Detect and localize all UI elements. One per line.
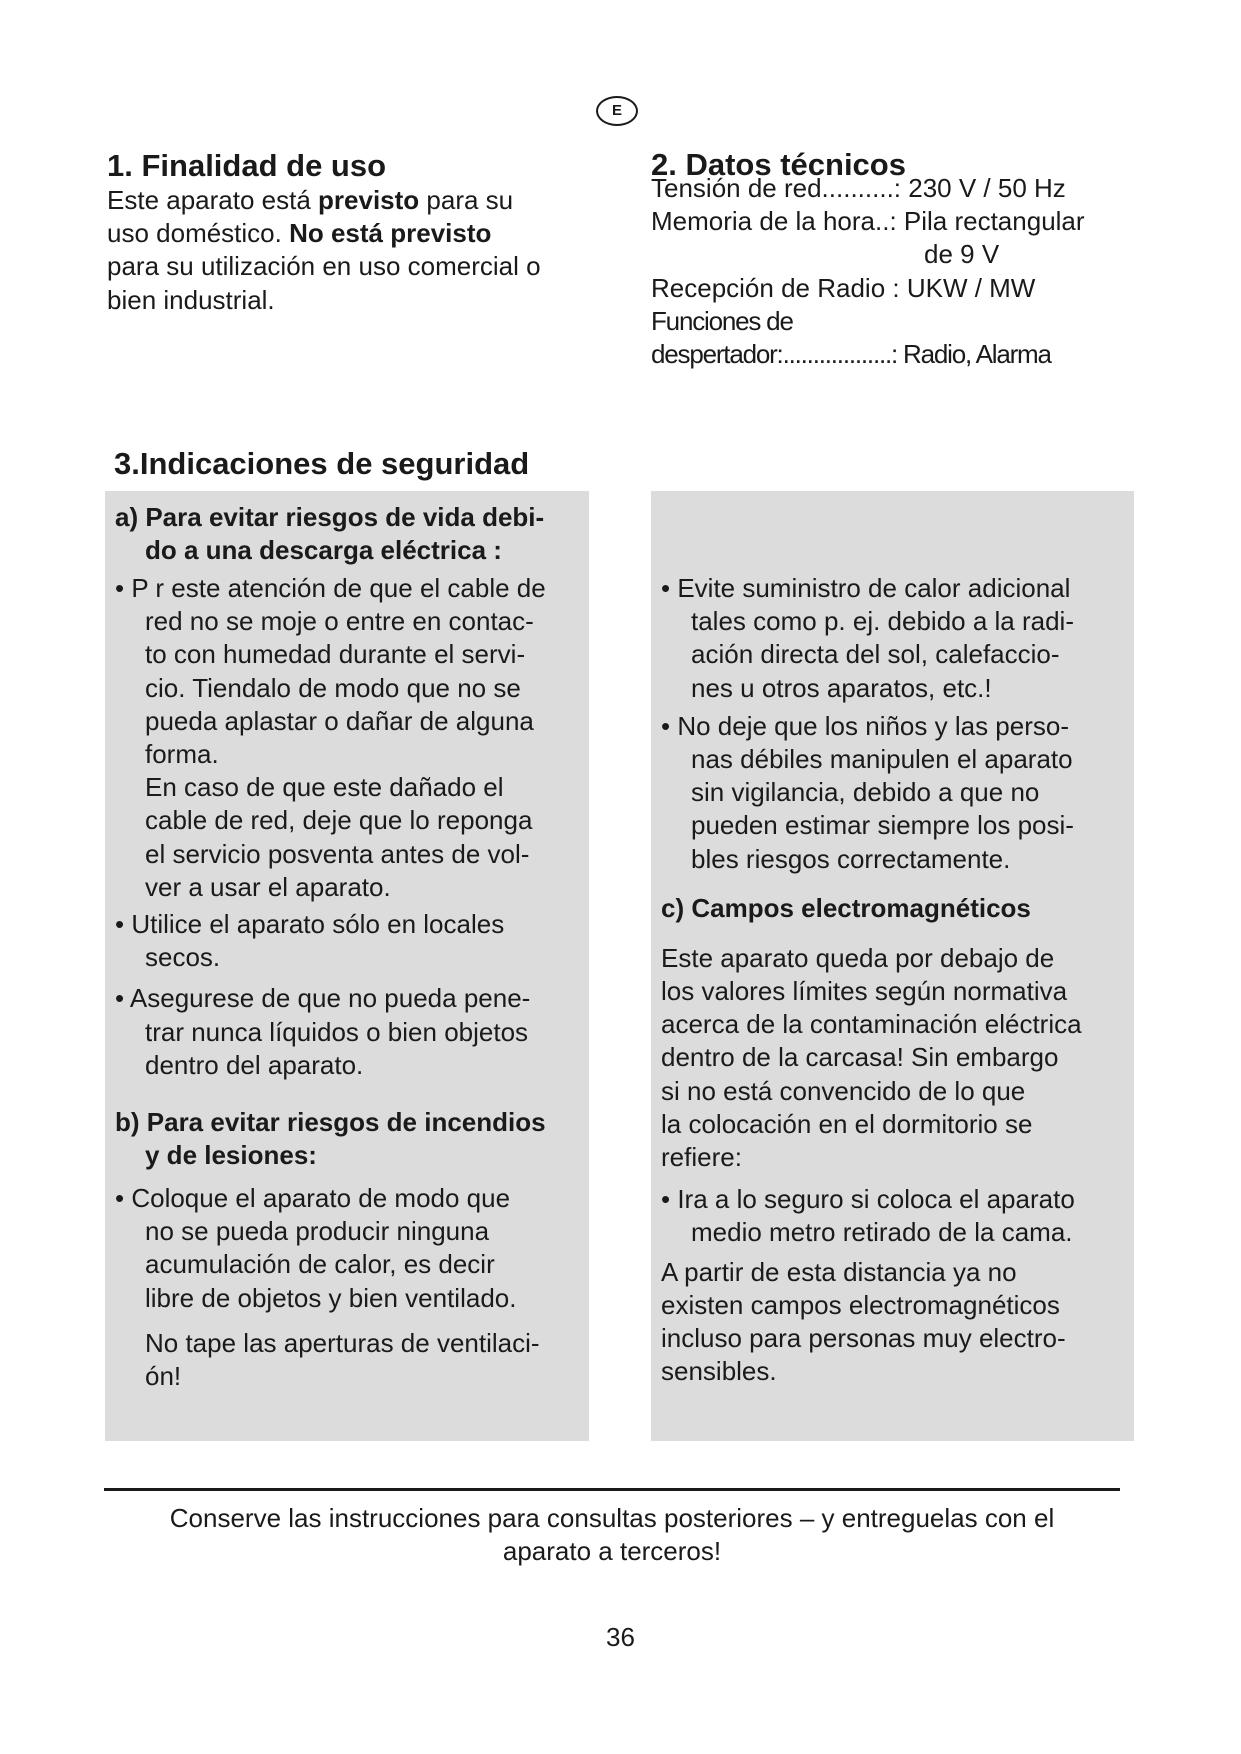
page-number: 36 bbox=[606, 1622, 635, 1652]
para-line: sensibles. bbox=[661, 1356, 777, 1387]
bullet-line: el servicio posventa antes de vol- bbox=[145, 838, 530, 869]
bullet-line: to con humedad durante el servi- bbox=[145, 639, 526, 670]
tech-row-radio: Recepción de Radio : UKW / MW bbox=[651, 272, 1036, 303]
bullet-line: En caso de que este dañado el bbox=[145, 772, 504, 803]
note-line: No tape las aperturas de ventilaci- bbox=[145, 1327, 540, 1358]
bullet-line: nes u otros aparatos, etc.! bbox=[691, 672, 992, 703]
section-tech-data bbox=[651, 148, 1121, 371]
paragraph-emf bbox=[661, 942, 1131, 1174]
footer-line: Conserve las instrucciones para consultas posteriores – y entreguelas con el bbox=[169, 1503, 1055, 1533]
bullet-line: pueda aplastar o dañar de alguna bbox=[145, 705, 534, 736]
tech-row-memory-cont: de 9 V bbox=[924, 239, 1000, 270]
bullet-line: pueden estimar siempre los posi- bbox=[691, 810, 1074, 841]
paragraph-emf-conclusion bbox=[661, 1256, 1131, 1389]
bullet-line: sin vigilancia, debido a que no bbox=[691, 777, 1040, 808]
tech-row-memory: Memoria de la hora..: Pila rectangular bbox=[651, 206, 1085, 237]
para-line: Este aparato queda por debajo de bbox=[661, 942, 1055, 973]
purpose-text-4: bien industrial. bbox=[107, 284, 275, 315]
section-tech-data-title: 2. Datos técnicos bbox=[651, 147, 906, 182]
para-line: si no está convencido de lo que bbox=[661, 1075, 1026, 1106]
bullet-line: • No deje que los niños y las perso- bbox=[661, 710, 1069, 741]
bullet-line: ación directa del sol, calefaccio- bbox=[691, 639, 1060, 670]
purpose-text-1c: para su bbox=[419, 185, 514, 215]
bullet-line: cio. Tiendalo de modo que no se bbox=[145, 672, 521, 703]
heading-fire-injury bbox=[115, 1106, 635, 1172]
purpose-text-2b: No está previsto bbox=[289, 218, 492, 249]
bullet-line: acumulación de calor, es decir bbox=[145, 1249, 495, 1280]
bullet-liquids bbox=[115, 982, 635, 1082]
heading-electric-shock bbox=[115, 501, 635, 567]
bullet-line: secos. bbox=[145, 942, 221, 973]
section-purpose-text bbox=[107, 184, 627, 317]
bullet-line: • Coloque el aparato de modo que bbox=[115, 1183, 511, 1214]
heading-b-line: b) Para evitar riesgos de incendios bbox=[115, 1107, 546, 1138]
bullet-line: trar nunca líquidos o bien objetos bbox=[145, 1016, 529, 1047]
safety-right-content bbox=[661, 572, 1131, 1388]
bullet-line: libre de objetos y bien ventilado. bbox=[145, 1282, 517, 1313]
para-line: A partir de esta distancia ya no bbox=[661, 1256, 1017, 1287]
bullet-cable bbox=[115, 572, 635, 904]
section-safety-title bbox=[114, 446, 529, 482]
footer-note bbox=[104, 1502, 1120, 1568]
footer-line: aparato a terceros! bbox=[502, 1536, 722, 1566]
bullet-heat-sources bbox=[661, 572, 1131, 705]
para-line: los valores límites según normativa bbox=[661, 976, 1068, 1007]
heading-a-line: a) Para evitar riesgos de vida debi- bbox=[115, 502, 545, 532]
section-purpose bbox=[107, 148, 627, 317]
bullet-dry-rooms bbox=[115, 908, 635, 974]
purpose-text-2a: uso doméstico. bbox=[107, 218, 290, 249]
purpose-text-1b: previsto bbox=[318, 185, 420, 215]
bullet-line: ver a usar el aparato. bbox=[145, 871, 391, 902]
bullet-line: • P r este atención de que el cable de bbox=[115, 573, 546, 603]
bullet-line: tales como p. ej. debido a la radi- bbox=[691, 606, 1074, 637]
bullet-distance bbox=[661, 1183, 1131, 1249]
para-line: la colocación en el dormitorio se bbox=[661, 1108, 1033, 1139]
bullet-line: dentro del aparato. bbox=[145, 1049, 364, 1080]
purpose-text-1a: Este aparato está bbox=[107, 185, 319, 215]
language-badge: E bbox=[596, 96, 638, 126]
bullet-line: • Asegurese de que no pueda pene- bbox=[115, 983, 531, 1014]
bullet-line: • Evite suministro de calor adicional bbox=[661, 573, 1071, 603]
bullet-line: medio metro retirado de la cama. bbox=[691, 1217, 1073, 1248]
safety-left-content bbox=[115, 501, 635, 1393]
bullet-children bbox=[661, 710, 1131, 876]
note-ventilation bbox=[115, 1327, 635, 1393]
bullet-line: • Ira a lo seguro si coloca el aparato bbox=[661, 1184, 1075, 1215]
tech-row-alarm: despertador:..................: Radio, Alarma bbox=[651, 339, 1051, 370]
purpose-text-3: para su utilización en uso comercial o bbox=[107, 251, 541, 282]
para-line: refiere: bbox=[661, 1142, 742, 1173]
section-purpose-title: 1. Finalidad de uso bbox=[107, 148, 387, 183]
tech-row-alarm-label: Funciones de bbox=[651, 305, 793, 336]
footer-divider bbox=[104, 1488, 1120, 1491]
bullet-line: red no se moje o entre en contac- bbox=[145, 606, 534, 637]
bullet-line: bles riesgos correctamente. bbox=[691, 843, 1011, 874]
para-line: dentro de la carcasa! Sin embargo bbox=[661, 1042, 1059, 1073]
bullet-line: nas débiles manipulen el aparato bbox=[691, 744, 1073, 775]
bullet-line: • Utilice el aparato sólo en locales bbox=[115, 909, 505, 940]
para-line: acerca de la contaminación eléctrica bbox=[661, 1009, 1082, 1040]
heading-c-line: c) Campos electromagnéticos bbox=[661, 892, 1031, 923]
bullet-heat-accumulation bbox=[115, 1182, 635, 1315]
para-line: existen campos electromagnéticos bbox=[661, 1289, 1060, 1320]
heading-b-line: y de lesiones: bbox=[145, 1140, 317, 1171]
bullet-line: forma. bbox=[145, 739, 219, 770]
heading-a-line: do a una descarga eléctrica : bbox=[145, 535, 502, 565]
bullet-line: cable de red, deje que lo reponga bbox=[145, 805, 533, 836]
tech-data-list bbox=[651, 172, 1121, 371]
tech-row-voltage: Tensión de red..........: 230 V / 50 Hz bbox=[651, 173, 1066, 203]
para-line: incluso para personas muy electro- bbox=[661, 1323, 1066, 1354]
heading-emf bbox=[661, 892, 1131, 925]
note-line: ón! bbox=[145, 1361, 182, 1392]
safety-title-text: 3.Indicaciones de seguridad bbox=[114, 446, 530, 481]
bullet-line: no se pueda producir ninguna bbox=[145, 1216, 490, 1247]
